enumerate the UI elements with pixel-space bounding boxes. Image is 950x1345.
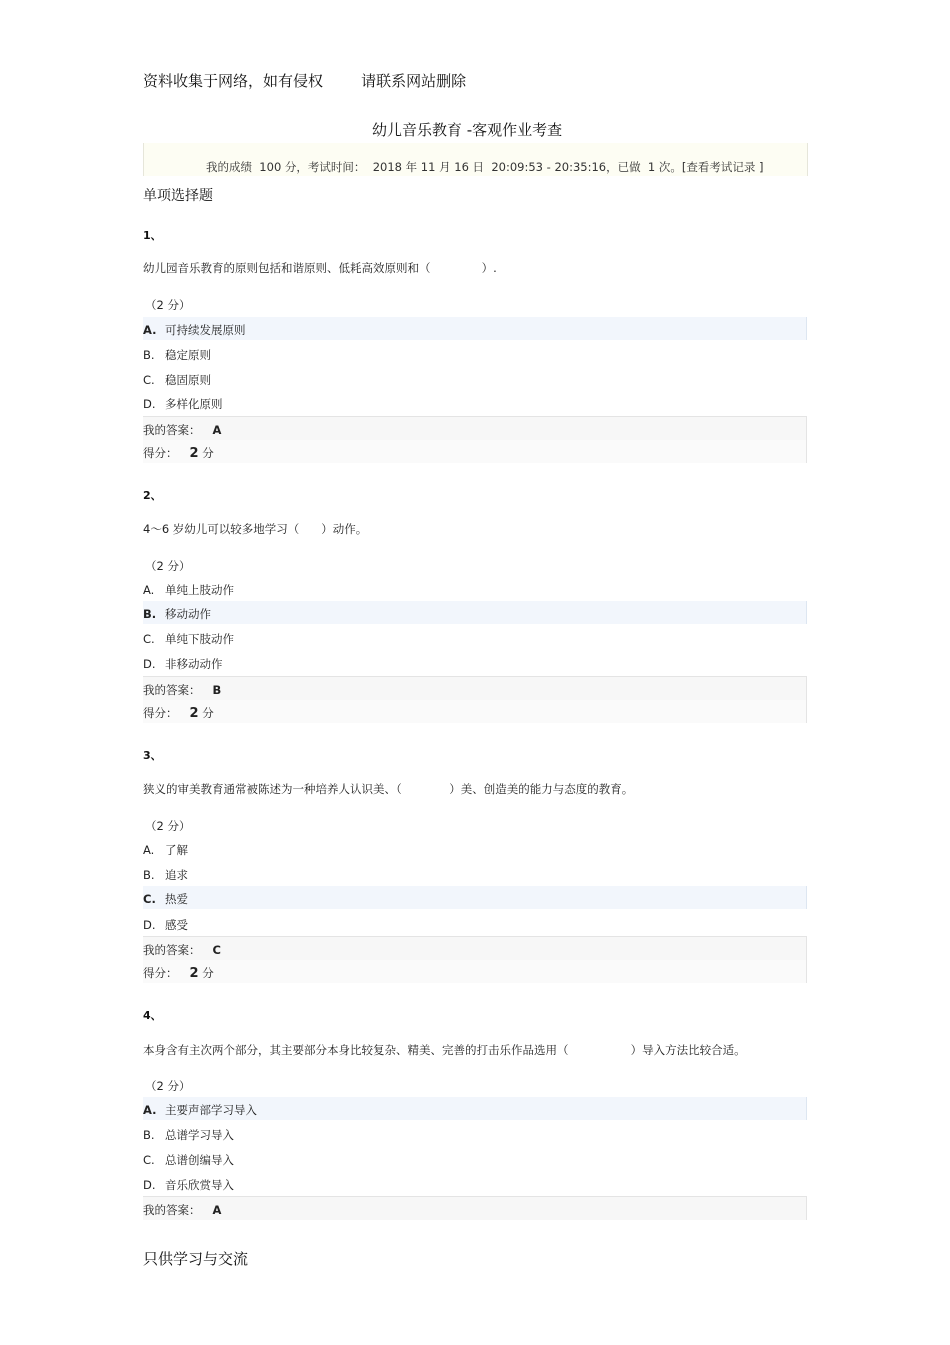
option-d[interactable] bbox=[143, 651, 806, 674]
option-letter: A. bbox=[143, 843, 155, 857]
option-text: 热爱 bbox=[165, 892, 188, 906]
option-text: 了解 bbox=[165, 843, 188, 857]
option-b[interactable] bbox=[143, 601, 807, 624]
option-text: 主要声部学习导入 bbox=[165, 1103, 257, 1117]
option-d[interactable] bbox=[143, 1172, 806, 1195]
question-number: 1、 bbox=[143, 229, 162, 242]
question-points: （2 分） bbox=[145, 1079, 191, 1093]
option-c[interactable] bbox=[143, 886, 807, 909]
option-letter: D. bbox=[143, 657, 156, 671]
option-letter: C. bbox=[143, 892, 156, 906]
score-value: 2 bbox=[189, 966, 199, 981]
score-row bbox=[143, 440, 807, 463]
option-a[interactable] bbox=[143, 837, 806, 860]
answer-value: A bbox=[212, 423, 222, 437]
score-label: 得分： bbox=[143, 446, 178, 460]
option-letter: C. bbox=[143, 632, 155, 646]
option-letter: B. bbox=[143, 348, 155, 362]
score-unit: 分 bbox=[202, 446, 214, 460]
option-letter: A. bbox=[143, 583, 155, 597]
question-text: 幼儿园音乐教育的原则包括和谐原则、低耗高效原则和（ ）. bbox=[143, 261, 497, 275]
option-text: 总谱创编导入 bbox=[165, 1153, 234, 1167]
question-text: 本身含有主次两个部分，其主要部分本身比较复杂、精美、完善的打击乐作品选用（ ）导入方法比较合适。 bbox=[143, 1043, 746, 1057]
option-text: 多样化原则 bbox=[165, 397, 223, 411]
score-label: 得分： bbox=[143, 966, 178, 980]
option-a[interactable] bbox=[143, 1097, 807, 1120]
option-text: 单纯下肢动作 bbox=[165, 632, 234, 646]
my-answer-row bbox=[143, 1196, 807, 1220]
option-d[interactable] bbox=[143, 391, 806, 414]
answer-label: 我的答案： bbox=[143, 683, 201, 697]
score-row bbox=[143, 700, 807, 723]
option-c[interactable] bbox=[143, 626, 806, 649]
option-text: 追求 bbox=[165, 868, 188, 882]
option-letter: D. bbox=[143, 918, 156, 932]
score-unit: 分 bbox=[202, 706, 214, 720]
answer-value: A bbox=[212, 1203, 222, 1217]
option-letter: C. bbox=[143, 1153, 155, 1167]
option-d[interactable] bbox=[143, 912, 806, 935]
option-text: 移动动作 bbox=[165, 607, 211, 621]
my-answer-row bbox=[143, 416, 807, 440]
option-text: 稳定原则 bbox=[165, 348, 211, 362]
page-header bbox=[143, 70, 466, 91]
option-text: 单纯上肢动作 bbox=[165, 583, 234, 597]
page-footer: 只供学习与交流 bbox=[143, 1250, 249, 1268]
my-answer-row bbox=[143, 936, 807, 960]
question-points: （2 分） bbox=[145, 819, 191, 833]
option-letter: D. bbox=[143, 1178, 156, 1192]
score-row bbox=[143, 960, 807, 983]
header-left: 资料收集于网络，如有侵权 bbox=[143, 72, 324, 90]
option-a[interactable] bbox=[143, 317, 807, 340]
question-text: 狭义的审美教育通常被陈述为一种培养人认识美、（ ）美、创造美的能力与态度的教育。 bbox=[143, 782, 634, 796]
option-letter: B. bbox=[143, 607, 157, 621]
option-a[interactable] bbox=[143, 577, 806, 600]
score-info-bar bbox=[143, 143, 808, 176]
section-title: 单项选择题 bbox=[143, 188, 213, 204]
answer-label: 我的答案： bbox=[143, 423, 201, 437]
question-number: 3、 bbox=[143, 749, 162, 762]
option-text: 感受 bbox=[165, 918, 188, 932]
option-letter: A. bbox=[143, 1103, 157, 1117]
option-text: 可持续发展原则 bbox=[165, 323, 246, 337]
option-letter: D. bbox=[143, 397, 156, 411]
answer-label: 我的答案： bbox=[143, 943, 201, 957]
option-letter: A. bbox=[143, 323, 157, 337]
option-text: 非移动动作 bbox=[165, 657, 223, 671]
option-c[interactable] bbox=[143, 1147, 806, 1170]
option-letter: B. bbox=[143, 1128, 155, 1142]
option-letter: B. bbox=[143, 868, 155, 882]
question-points: （2 分） bbox=[145, 298, 191, 312]
option-text: 总谱学习导入 bbox=[165, 1128, 234, 1142]
score-info-text[interactable]: 我的成绩 100 分，考试时间： 2018 年 11 月 16 日 20:09:53 - 20:35:16，已做 1 次。[查看考试记录 ] bbox=[206, 160, 764, 174]
question-number: 4、 bbox=[143, 1009, 162, 1022]
question-text: 4～6 岁幼儿可以较多地学习（ ）动作。 bbox=[143, 522, 368, 536]
score-unit: 分 bbox=[202, 966, 214, 980]
question-number: 2、 bbox=[143, 489, 162, 502]
score-value: 2 bbox=[189, 446, 199, 461]
question-points: （2 分） bbox=[145, 559, 191, 573]
option-b[interactable] bbox=[143, 862, 806, 885]
option-text: 稳固原则 bbox=[165, 373, 211, 387]
option-letter: C. bbox=[143, 373, 155, 387]
my-answer-row bbox=[143, 676, 807, 700]
score-value: 2 bbox=[189, 706, 199, 721]
answer-value: C bbox=[212, 943, 221, 957]
score-label: 得分： bbox=[143, 706, 178, 720]
option-b[interactable] bbox=[143, 342, 806, 365]
answer-label: 我的答案： bbox=[143, 1203, 201, 1217]
option-b[interactable] bbox=[143, 1122, 806, 1145]
page-title: 幼儿音乐教育 -客观作业考查 bbox=[372, 121, 563, 139]
option-c[interactable] bbox=[143, 367, 806, 390]
header-right: 请联系网站删除 bbox=[361, 72, 467, 90]
option-text: 音乐欣赏导入 bbox=[165, 1178, 234, 1192]
answer-value: B bbox=[212, 683, 222, 697]
